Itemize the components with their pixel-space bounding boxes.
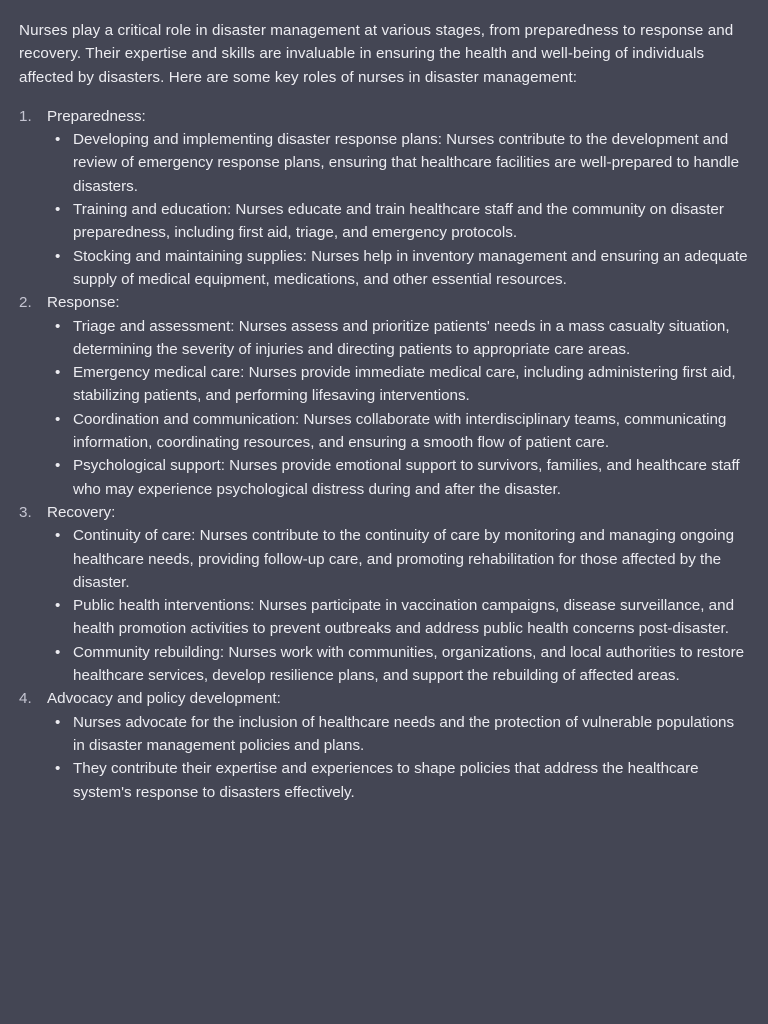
bullet-icon: • <box>55 317 61 335</box>
section-title: Preparedness: <box>47 107 146 125</box>
list-item <box>55 128 748 198</box>
list-item <box>55 408 748 455</box>
bullet-icon: • <box>55 527 61 545</box>
list-item <box>55 757 748 804</box>
list-item <box>55 524 748 594</box>
list-item-text: Emergency medical care: Nurses provide immediate medical care, including administering first aid, stabilizing patients, and performing lifesaving interventions. <box>73 364 736 405</box>
section-points <box>47 128 748 291</box>
list-item-text: Public health interventions: Nurses participate in vaccination campaigns, disease surveillance, and health promotion activities to prevent outbreaks and address public health concerns post-disaster. <box>73 597 735 638</box>
list-item-text: Psychological support: Nurses provide emotional support to survivors, families, and healthcare staff who may experience psychological distress during and after the disaster. <box>73 457 740 498</box>
list-item-text: Training and education: Nurses educate and train healthcare staff and the community on disaster preparedness, including first aid, triage, and emergency protocols. <box>73 201 724 242</box>
bullet-icon: • <box>55 457 61 475</box>
bullet-icon: • <box>55 713 61 731</box>
section-number: 1. <box>19 107 32 125</box>
list-item-text: They contribute their expertise and experiences to shape policies that address the healthcare system's response to disasters effectively. <box>73 760 699 801</box>
list-item-text: Continuity of care: Nurses contribute to the continuity of care by monitoring and managing ongoing healthcare needs, providing follow-up care, and promoting rehabilitation for those affected by the disaster. <box>73 527 735 591</box>
section-points <box>47 315 748 501</box>
section-points <box>47 524 748 687</box>
list-item-text: Nurses advocate for the inclusion of healthcare needs and the protection of vulnerable populations in disaster management policies and plans. <box>73 713 735 754</box>
list-item-text: Triage and assessment: Nurses assess and prioritize patients' needs in a mass casualty situation, determining the severity of injuries and directing patients to appropriate care areas. <box>73 317 730 358</box>
list-item-text: Coordination and communication: Nurses collaborate with interdisciplinary teams, communicating information, coordinating resources, and ensuring a smooth flow of patient care. <box>73 410 727 452</box>
section-item <box>19 291 748 501</box>
list-item <box>55 641 748 688</box>
list-item <box>55 198 748 245</box>
bullet-icon: • <box>55 364 61 382</box>
bullet-icon: • <box>55 410 61 428</box>
list-item <box>55 594 748 641</box>
list-item-text: Developing and implementing disaster response plans: Nurses contribute to the development and review of emergency response plans, ensuring that healthcare facilities are well-prepared to handle disasters. <box>73 131 740 195</box>
list-item <box>55 711 748 758</box>
bullet-icon: • <box>55 131 61 149</box>
section-points <box>47 711 748 804</box>
section-number: 4. <box>19 690 32 708</box>
bullet-icon: • <box>55 597 61 615</box>
list-item <box>55 361 748 408</box>
section-title: Advocacy and policy development: <box>47 690 281 708</box>
list-item <box>55 315 748 362</box>
section-number: 2. <box>19 294 32 312</box>
list-item-text: Community rebuilding: Nurses work with communities, organizations, and local authorities to restore healthcare services, develop resilience plans, and support the rebuilding of affected areas. <box>73 643 745 685</box>
intro-paragraph: Nurses play a critical role in disaster management at various stages, from preparedness to response and recovery. Their expertise and skills are invaluable in ensuring the health and well-being of individuals affected by disasters. Here are some key roles of nurses in disaster management: <box>19 22 734 86</box>
list-item <box>55 245 748 292</box>
section-item <box>19 105 748 291</box>
section-item <box>19 501 748 687</box>
section-item <box>19 687 748 803</box>
list-item <box>55 454 748 501</box>
section-title: Response: <box>47 294 120 312</box>
section-number: 3. <box>19 503 32 521</box>
list-item-text: Stocking and maintaining supplies: Nurses help in inventory management and ensuring an adequate supply of medical equipment, medications, and other essential resources. <box>73 247 748 288</box>
bullet-icon: • <box>55 201 61 219</box>
roles-list <box>19 105 748 804</box>
bullet-icon: • <box>55 643 61 661</box>
bullet-icon: • <box>55 760 61 778</box>
bullet-icon: • <box>55 247 61 265</box>
section-title: Recovery: <box>47 503 116 521</box>
